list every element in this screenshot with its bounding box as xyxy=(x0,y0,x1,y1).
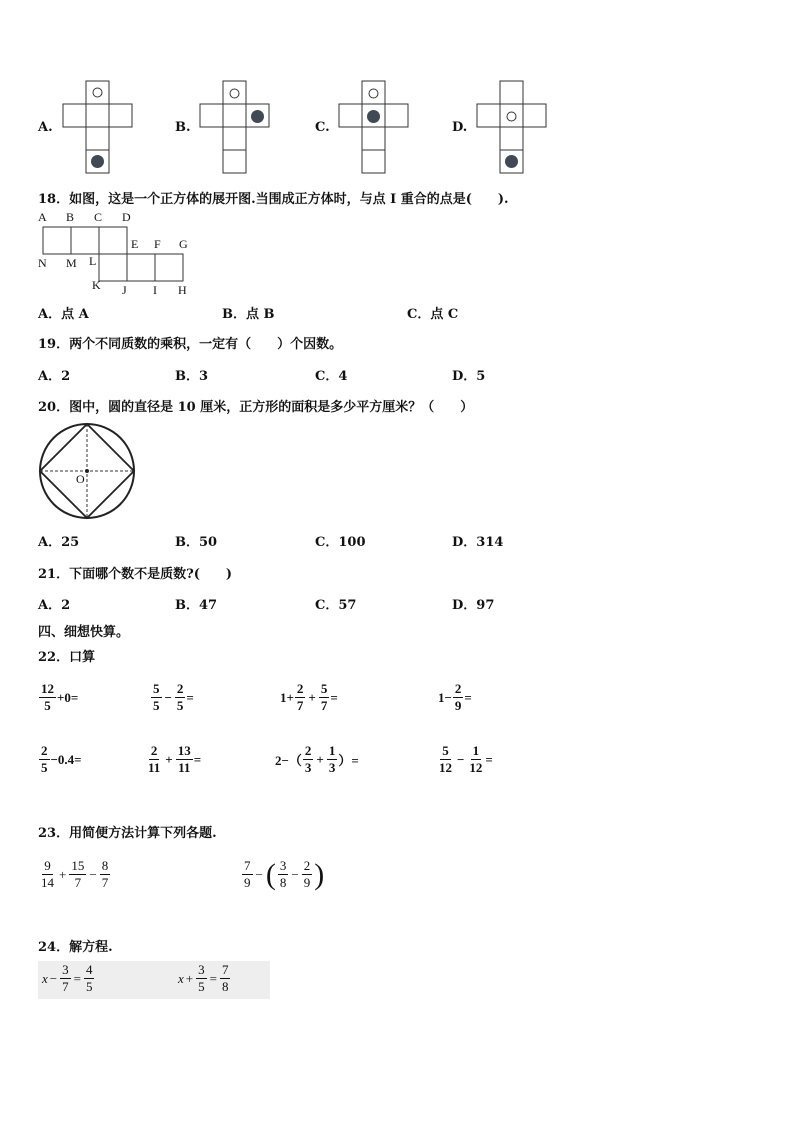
q24-title: 24．解方程. xyxy=(38,940,113,955)
net-label-d: D xyxy=(122,210,131,224)
net-label-j: J xyxy=(122,283,127,297)
net-label-m: M xyxy=(66,256,77,270)
net-label-c: C xyxy=(94,210,103,224)
q19-question: 19．两个不同质数的乘积，一定有（ ）个因数。 xyxy=(38,337,343,352)
q23-title: 23．用简便方法计算下列各题. xyxy=(38,826,217,841)
q17-option-c-letter[interactable]: C. xyxy=(315,120,330,135)
q22-expr-4: 1− $\frac{2}{9}$ = xyxy=(438,681,472,713)
q23-expr-1: $\frac{9}{14}$ + $\frac{15}{7}$ − $\frac{8}{7}$ xyxy=(41,858,109,890)
q20-option-c[interactable]: C．100 xyxy=(315,535,366,550)
q21-option-a[interactable]: A．2 xyxy=(38,598,71,613)
q17-option-b-letter[interactable]: B. xyxy=(175,120,191,135)
q17-option-d-letter[interactable]: D. xyxy=(452,120,468,135)
q21-option-b[interactable]: B．47 xyxy=(175,598,218,613)
q18-option-c[interactable]: C．点 C xyxy=(407,307,459,322)
net-label-k: K xyxy=(92,278,101,292)
q22-expr-3: 1+ $\frac{2}{7}$ + $\frac{5}{7}$ = xyxy=(280,681,338,713)
section-title: 四、细想快算。 xyxy=(38,625,130,640)
net-label-n: N xyxy=(38,256,47,270)
q19-option-d[interactable]: D．5 xyxy=(452,369,486,384)
q19-option-c[interactable]: C．4 xyxy=(315,369,348,384)
q19-option-a[interactable]: A．2 xyxy=(38,369,71,384)
q22-title: 22．口算 xyxy=(38,650,96,665)
q24-equation-1: x − $\frac{3}{7}$ = $\frac{4}{5}$ xyxy=(42,962,93,994)
q21-question: 21．下面哪个数不是质数?( ) xyxy=(38,567,233,582)
q18-question: 18．如图，这是一个正方体的展开图.当围成正方体时，与点 I 重合的点是( ). xyxy=(38,192,509,207)
q23-expr-2: $\frac{7}{9}$ − ( $\frac{3}{8}$ − $\frac{2}{9}$ ) xyxy=(244,857,325,891)
net-label-a: A xyxy=(38,210,47,224)
net-label-l: L xyxy=(89,254,97,268)
q22-expr-6: $\frac{2}{11}$ + $\frac{13}{11}$ = xyxy=(148,743,202,775)
net-label-b: B xyxy=(66,210,75,224)
q18-option-a[interactable]: A．点 A xyxy=(38,307,89,322)
q21-option-c[interactable]: C．57 xyxy=(315,598,357,613)
q21-option-d[interactable]: D．97 xyxy=(452,598,495,613)
q22-expr-2: $\frac{5}{5}$ − $\frac{2}{5}$ = xyxy=(153,681,194,713)
q20-option-d[interactable]: D．314 xyxy=(452,535,504,550)
q19-option-b[interactable]: B．3 xyxy=(175,369,209,384)
q20-option-b[interactable]: B．50 xyxy=(175,535,218,550)
net-label-i: I xyxy=(153,283,157,297)
net-label-h: H xyxy=(178,283,187,297)
circle-center-label: O xyxy=(76,472,85,486)
q22-expr-5: $\frac{2}{5}$ −0.4= xyxy=(41,743,82,775)
net-label-e: E xyxy=(131,237,139,251)
q22-expr-8: $\frac{5}{12}$ − $\frac{1}{12}$ = xyxy=(439,743,493,775)
q22-expr-1: $\frac{12}{5}$ +0= xyxy=(41,681,79,713)
q17-option-a-letter[interactable]: A. xyxy=(38,120,53,135)
net-label-g: G xyxy=(179,237,188,251)
net-label-f: F xyxy=(154,237,161,251)
q18-option-b[interactable]: B．点 B xyxy=(222,307,275,322)
q24-equation-2: x + $\frac{3}{5}$ = $\frac{7}{8}$ xyxy=(178,962,229,994)
q20-question: 20．图中，圆的直径是 10 厘米，正方形的面积是多少平方厘米？（ ） xyxy=(38,400,474,415)
q20-option-a[interactable]: A．25 xyxy=(38,535,80,550)
q22-expr-7: 2−（ $\frac{2}{3}$ + $\frac{1}{3}$ ）= xyxy=(275,743,359,775)
